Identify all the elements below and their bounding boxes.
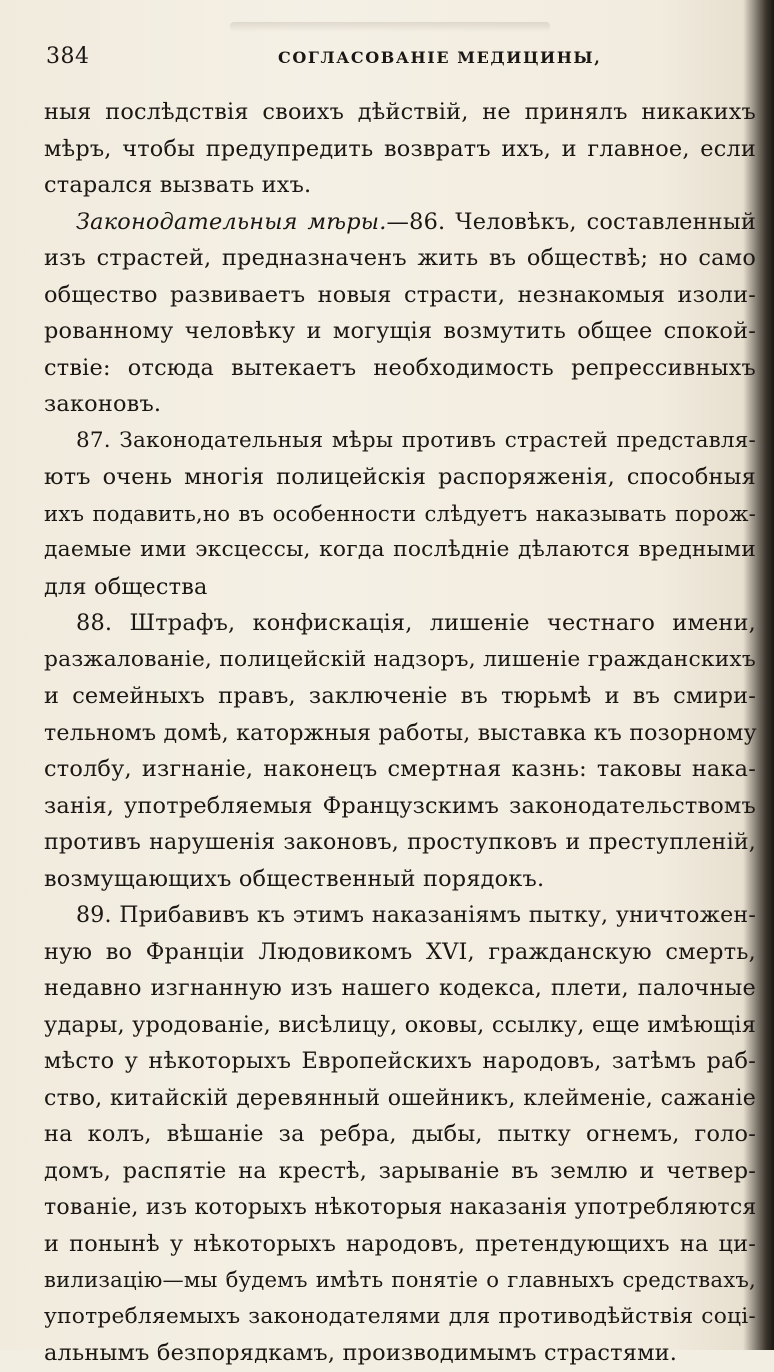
text-line: и понынѣ у нѣкоторыхъ народовъ, претендующихъ на ци- xyxy=(44,1230,756,1257)
text-line: разжалованіе, полицейскій надзоръ, лишеніе гражданскихъ xyxy=(44,646,756,672)
text-line: домъ, распятіе на крестѣ, зарываніе въ землю и четвер- xyxy=(44,1157,756,1184)
page-header xyxy=(46,44,746,76)
text-line: ствіе: отсюда вытекаетъ необходимость репрессивныхъ xyxy=(44,354,756,381)
text-line: столбу, изгнаніе, наконецъ смертная казнь: таковы нака- xyxy=(44,756,756,782)
text-line xyxy=(44,204,756,241)
text-line: занія, употребляемыя Французскимъ законодательствомъ xyxy=(44,792,756,819)
text-line: ную во Франціи Людовикомъ XVI, гражданскую смерть, xyxy=(44,938,756,965)
text-line: даемые ими эксцессы, когда послѣдніе дѣлаются вредными xyxy=(44,537,756,562)
text-line: 87. Законодательныя мѣры противъ страстей представля- xyxy=(76,427,756,453)
text-line: ныя послѣдствія своихъ дѣйствій, не принялъ никакихъ xyxy=(44,99,756,125)
text-line: возмущающихъ общественный порядокъ. xyxy=(44,865,545,892)
text-line: ство, китайскій деревянный ошейникъ, клейменіе, сажаніе xyxy=(44,1084,756,1111)
text-line: на колъ, вѣшаніе за ребра, дыбы, пытку огнемъ, голо- xyxy=(44,1121,756,1147)
text-line: недавно изгнанную изъ нашего кодекса, плети, палочные xyxy=(44,975,756,1001)
text-line: изъ страстей, предназначенъ жить въ обществѣ; но само xyxy=(44,245,756,271)
text-line: 89. Прибавивъ къ этимъ наказаніямъ пытку, уничтожен- xyxy=(76,902,756,928)
running-head: СОГЛАСОВАНІЕ МЕДИЦИНЫ, xyxy=(278,48,602,67)
text-line: ихъ подавить,но въ особенности слѣдуетъ наказывать порож- xyxy=(44,500,756,526)
text-line: общество развиваетъ новыя страсти, незнакомыя изоли- xyxy=(44,281,756,308)
page-number: 384 xyxy=(46,44,90,69)
text-line: и семейныхъ правъ, заключеніе въ тюрьмѣ и въ смири- xyxy=(44,683,756,709)
text-line: тованіе, изъ которыхъ нѣкоторыя наказанія употребляются xyxy=(44,1194,757,1220)
text-line: удары, уродованіе, висѣлицу, оковы, ссылку, еще имѣющія xyxy=(44,1011,757,1038)
section-heading: Законодательныя мѣры. xyxy=(76,208,387,235)
text-line: тельномъ домѣ, каторжныя работы, выставка къ позорному xyxy=(44,719,757,746)
text-line: вилизацію—мы будемъ имѣть понятіе о главныхъ средствахъ, xyxy=(44,1267,756,1292)
text-line-tail: —86. Человѣкъ, составленный xyxy=(386,208,756,235)
show-through-mark xyxy=(230,22,550,32)
text-line: альнымъ безпорядкамъ, производимымъ страстями. xyxy=(44,1340,678,1366)
text-line: противъ нарушенія законовъ, проступковъ и преступленій, xyxy=(44,829,756,855)
text-line: законовъ. xyxy=(44,391,162,417)
text-line: старался вызвать ихъ. xyxy=(44,172,312,198)
text-line: ютъ очень многія полицейскія распоряженія, способныя xyxy=(44,464,756,490)
text-line: употребляемыхъ законодателями для противодѣйствія соці- xyxy=(44,1303,756,1329)
text-line: рованному человѣку и могущія возмутить общее спокой- xyxy=(44,318,756,344)
text-line: для общества xyxy=(44,573,208,600)
text-line: мѣръ, чтобы предупредить возвратъ ихъ, и главное, если xyxy=(44,135,756,162)
text-line: мѣсто у нѣкоторыхъ Европейскихъ народовъ, затѣмъ раб- xyxy=(44,1048,756,1074)
text-line: 88. Штрафъ, конфискація, лишеніе честнаго имени, xyxy=(76,610,756,636)
body-text xyxy=(44,94,756,1372)
